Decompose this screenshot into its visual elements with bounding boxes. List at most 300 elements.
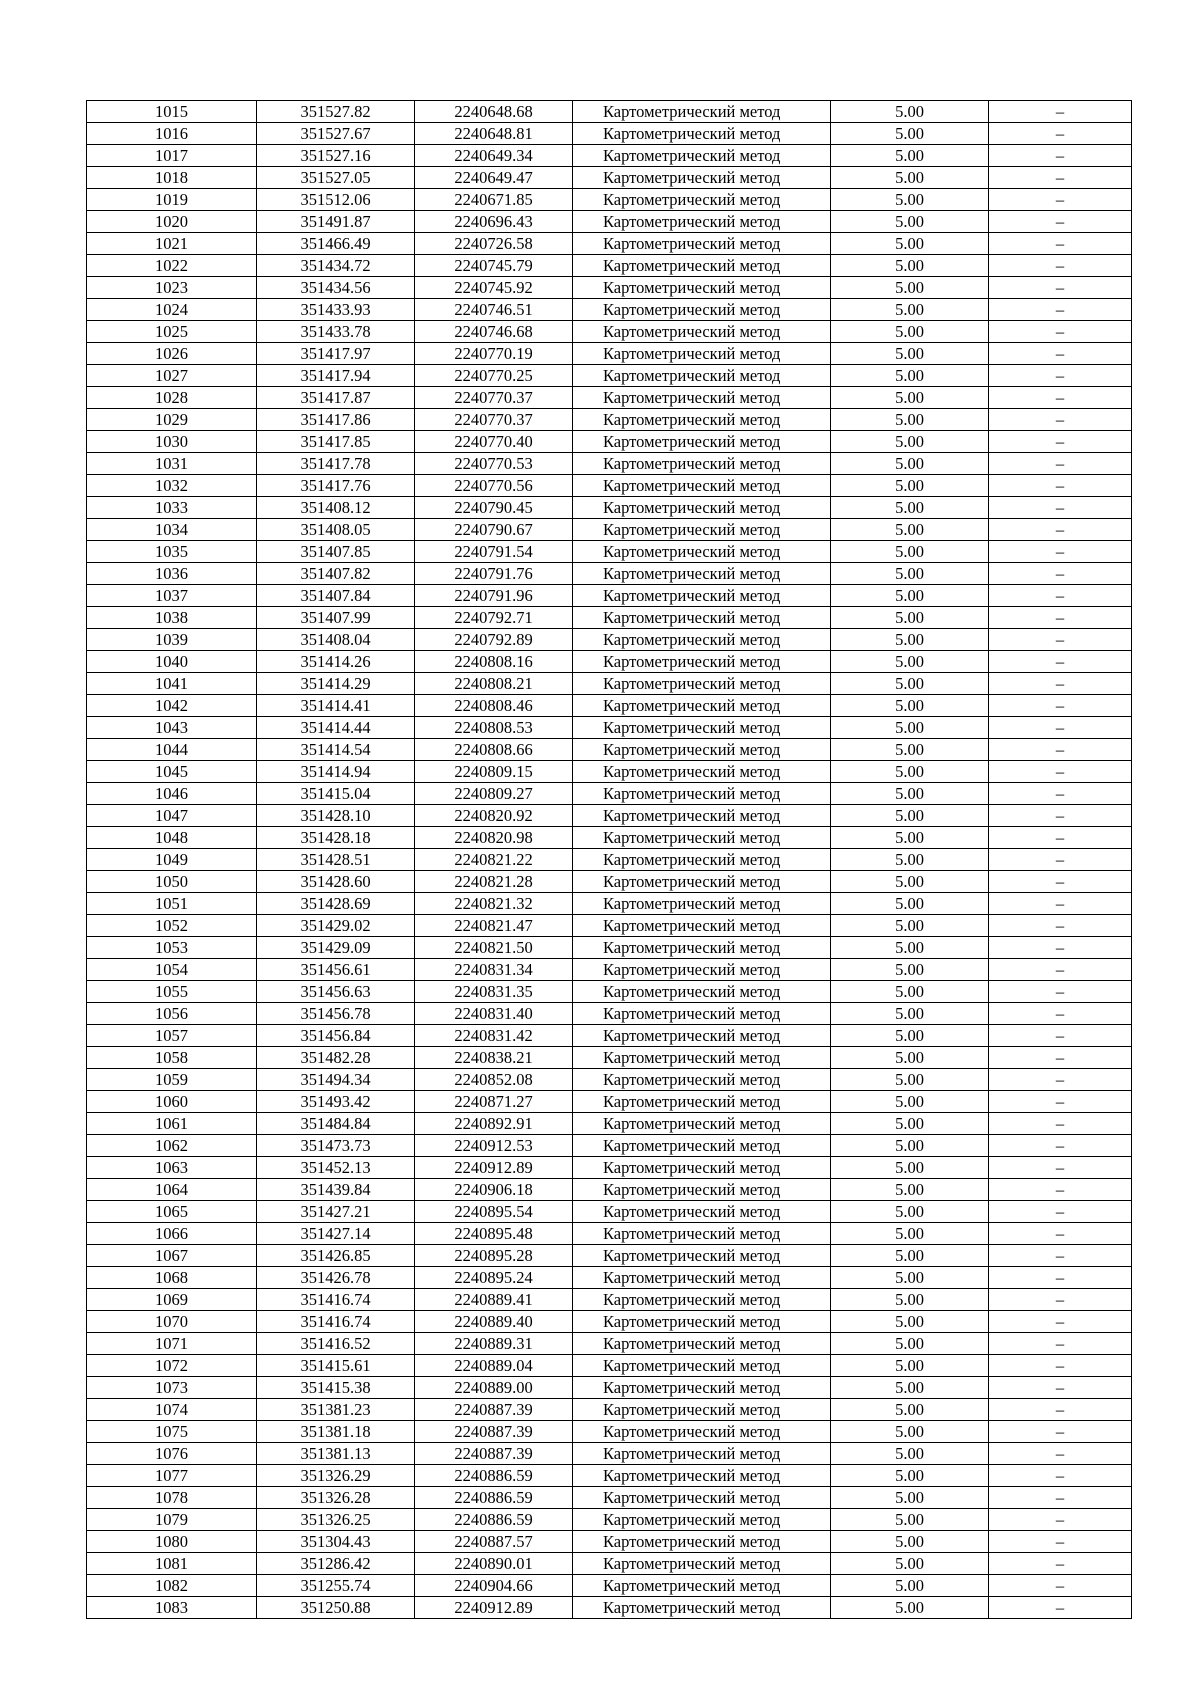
description-cell: – (989, 1113, 1132, 1135)
x-coordinate-cell: 351456.63 (257, 981, 415, 1003)
y-coordinate-cell: 2240889.00 (415, 1377, 573, 1399)
accuracy-cell: 5.00 (831, 189, 989, 211)
accuracy-cell: 5.00 (831, 805, 989, 827)
point-number-cell: 1081 (87, 1553, 257, 1575)
method-cell: Картометрический метод (573, 717, 831, 739)
table-row (87, 585, 1132, 607)
y-coordinate-cell: 2240746.51 (415, 299, 573, 321)
accuracy-cell: 5.00 (831, 1025, 989, 1047)
description-cell: – (989, 387, 1132, 409)
y-coordinate-cell: 2240770.37 (415, 409, 573, 431)
y-coordinate-cell: 2240912.53 (415, 1135, 573, 1157)
table-row (87, 1003, 1132, 1025)
point-number-cell: 1067 (87, 1245, 257, 1267)
accuracy-cell: 5.00 (831, 475, 989, 497)
method-cell: Картометрический метод (573, 1575, 831, 1597)
x-coordinate-cell: 351426.85 (257, 1245, 415, 1267)
y-coordinate-cell: 2240745.92 (415, 277, 573, 299)
x-coordinate-cell: 351414.26 (257, 651, 415, 673)
accuracy-cell: 5.00 (831, 233, 989, 255)
table-row (87, 409, 1132, 431)
table-row (87, 1091, 1132, 1113)
y-coordinate-cell: 2240820.92 (415, 805, 573, 827)
accuracy-cell: 5.00 (831, 1531, 989, 1553)
accuracy-cell: 5.00 (831, 1091, 989, 1113)
y-coordinate-cell: 2240831.35 (415, 981, 573, 1003)
accuracy-cell: 5.00 (831, 1553, 989, 1575)
table-row (87, 431, 1132, 453)
y-coordinate-cell: 2240895.48 (415, 1223, 573, 1245)
accuracy-cell: 5.00 (831, 1443, 989, 1465)
table-row (87, 981, 1132, 1003)
table-row (87, 1157, 1132, 1179)
x-coordinate-cell: 351414.94 (257, 761, 415, 783)
accuracy-cell: 5.00 (831, 959, 989, 981)
point-number-cell: 1022 (87, 255, 257, 277)
accuracy-cell: 5.00 (831, 629, 989, 651)
method-cell: Картометрический метод (573, 1531, 831, 1553)
point-number-cell: 1057 (87, 1025, 257, 1047)
point-number-cell: 1044 (87, 739, 257, 761)
y-coordinate-cell: 2240887.39 (415, 1399, 573, 1421)
accuracy-cell: 5.00 (831, 1355, 989, 1377)
table-row (87, 343, 1132, 365)
description-cell: – (989, 1047, 1132, 1069)
description-cell: – (989, 343, 1132, 365)
table-row (87, 827, 1132, 849)
table-row (87, 123, 1132, 145)
accuracy-cell: 5.00 (831, 1245, 989, 1267)
accuracy-cell: 5.00 (831, 1135, 989, 1157)
accuracy-cell: 5.00 (831, 321, 989, 343)
method-cell: Картометрический метод (573, 629, 831, 651)
description-cell: – (989, 101, 1132, 123)
point-number-cell: 1063 (87, 1157, 257, 1179)
accuracy-cell: 5.00 (831, 453, 989, 475)
table-row (87, 365, 1132, 387)
y-coordinate-cell: 2240770.25 (415, 365, 573, 387)
accuracy-cell: 5.00 (831, 893, 989, 915)
y-coordinate-cell: 2240887.39 (415, 1421, 573, 1443)
point-number-cell: 1064 (87, 1179, 257, 1201)
x-coordinate-cell: 351407.82 (257, 563, 415, 585)
accuracy-cell: 5.00 (831, 1509, 989, 1531)
point-number-cell: 1036 (87, 563, 257, 585)
y-coordinate-cell: 2240892.91 (415, 1113, 573, 1135)
x-coordinate-cell: 351427.21 (257, 1201, 415, 1223)
method-cell: Картометрический метод (573, 695, 831, 717)
table-row (87, 189, 1132, 211)
accuracy-cell: 5.00 (831, 717, 989, 739)
x-coordinate-cell: 351434.72 (257, 255, 415, 277)
x-coordinate-cell: 351408.12 (257, 497, 415, 519)
table-row (87, 1113, 1132, 1135)
method-cell: Картометрический метод (573, 189, 831, 211)
y-coordinate-cell: 2240808.16 (415, 651, 573, 673)
method-cell: Картометрический метод (573, 915, 831, 937)
x-coordinate-cell: 351416.74 (257, 1289, 415, 1311)
y-coordinate-cell: 2240649.47 (415, 167, 573, 189)
x-coordinate-cell: 351428.60 (257, 871, 415, 893)
y-coordinate-cell: 2240808.66 (415, 739, 573, 761)
y-coordinate-cell: 2240792.71 (415, 607, 573, 629)
accuracy-cell: 5.00 (831, 299, 989, 321)
y-coordinate-cell: 2240889.31 (415, 1333, 573, 1355)
point-number-cell: 1042 (87, 695, 257, 717)
point-number-cell: 1031 (87, 453, 257, 475)
table-row (87, 1487, 1132, 1509)
table-row (87, 1223, 1132, 1245)
x-coordinate-cell: 351484.84 (257, 1113, 415, 1135)
point-number-cell: 1080 (87, 1531, 257, 1553)
table-row (87, 101, 1132, 123)
description-cell: – (989, 563, 1132, 585)
table-row (87, 519, 1132, 541)
point-number-cell: 1023 (87, 277, 257, 299)
point-number-cell: 1039 (87, 629, 257, 651)
description-cell: – (989, 585, 1132, 607)
accuracy-cell: 5.00 (831, 1069, 989, 1091)
accuracy-cell: 5.00 (831, 1311, 989, 1333)
point-number-cell: 1046 (87, 783, 257, 805)
accuracy-cell: 5.00 (831, 937, 989, 959)
table-row (87, 629, 1132, 651)
x-coordinate-cell: 351381.18 (257, 1421, 415, 1443)
method-cell: Картометрический метод (573, 1223, 831, 1245)
description-cell: – (989, 123, 1132, 145)
accuracy-cell: 5.00 (831, 871, 989, 893)
description-cell: – (989, 475, 1132, 497)
point-number-cell: 1058 (87, 1047, 257, 1069)
x-coordinate-cell: 351527.16 (257, 145, 415, 167)
description-cell: – (989, 1245, 1132, 1267)
method-cell: Картометрический метод (573, 673, 831, 695)
accuracy-cell: 5.00 (831, 651, 989, 673)
description-cell: – (989, 849, 1132, 871)
table-row (87, 805, 1132, 827)
y-coordinate-cell: 2240912.89 (415, 1597, 573, 1619)
x-coordinate-cell: 351426.78 (257, 1267, 415, 1289)
x-coordinate-cell: 351407.99 (257, 607, 415, 629)
y-coordinate-cell: 2240820.98 (415, 827, 573, 849)
table-row (87, 1179, 1132, 1201)
table-row (87, 1531, 1132, 1553)
table-row (87, 783, 1132, 805)
table-row (87, 1509, 1132, 1531)
description-cell: – (989, 1311, 1132, 1333)
table-row (87, 387, 1132, 409)
y-coordinate-cell: 2240649.34 (415, 145, 573, 167)
accuracy-cell: 5.00 (831, 101, 989, 123)
y-coordinate-cell: 2240770.19 (415, 343, 573, 365)
x-coordinate-cell: 351428.10 (257, 805, 415, 827)
accuracy-cell: 5.00 (831, 1421, 989, 1443)
table-row (87, 607, 1132, 629)
accuracy-cell: 5.00 (831, 1333, 989, 1355)
point-number-cell: 1040 (87, 651, 257, 673)
method-cell: Картометрический метод (573, 1025, 831, 1047)
description-cell: – (989, 1179, 1132, 1201)
description-cell: – (989, 739, 1132, 761)
point-number-cell: 1026 (87, 343, 257, 365)
description-cell: – (989, 695, 1132, 717)
accuracy-cell: 5.00 (831, 827, 989, 849)
accuracy-cell: 5.00 (831, 607, 989, 629)
x-coordinate-cell: 351428.51 (257, 849, 415, 871)
y-coordinate-cell: 2240889.04 (415, 1355, 573, 1377)
description-cell: – (989, 1003, 1132, 1025)
x-coordinate-cell: 351433.78 (257, 321, 415, 343)
accuracy-cell: 5.00 (831, 1047, 989, 1069)
table-row (87, 167, 1132, 189)
y-coordinate-cell: 2240889.40 (415, 1311, 573, 1333)
method-cell: Картометрический метод (573, 1487, 831, 1509)
table-row (87, 541, 1132, 563)
point-number-cell: 1037 (87, 585, 257, 607)
x-coordinate-cell: 351414.41 (257, 695, 415, 717)
x-coordinate-cell: 351381.23 (257, 1399, 415, 1421)
method-cell: Картометрический метод (573, 233, 831, 255)
method-cell: Картометрический метод (573, 1597, 831, 1619)
description-cell: – (989, 211, 1132, 233)
x-coordinate-cell: 351439.84 (257, 1179, 415, 1201)
method-cell: Картометрический метод (573, 1201, 831, 1223)
description-cell: – (989, 233, 1132, 255)
point-number-cell: 1062 (87, 1135, 257, 1157)
method-cell: Картометрический метод (573, 1553, 831, 1575)
point-number-cell: 1060 (87, 1091, 257, 1113)
y-coordinate-cell: 2240808.21 (415, 673, 573, 695)
point-number-cell: 1038 (87, 607, 257, 629)
y-coordinate-cell: 2240886.59 (415, 1487, 573, 1509)
x-coordinate-cell: 351456.78 (257, 1003, 415, 1025)
x-coordinate-cell: 351414.44 (257, 717, 415, 739)
accuracy-cell: 5.00 (831, 849, 989, 871)
y-coordinate-cell: 2240726.58 (415, 233, 573, 255)
method-cell: Картометрический метод (573, 541, 831, 563)
accuracy-cell: 5.00 (831, 167, 989, 189)
description-cell: – (989, 431, 1132, 453)
table-row (87, 475, 1132, 497)
method-cell: Картометрический метод (573, 167, 831, 189)
description-cell: – (989, 1553, 1132, 1575)
table-row (87, 1443, 1132, 1465)
method-cell: Картометрический метод (573, 937, 831, 959)
accuracy-cell: 5.00 (831, 1113, 989, 1135)
table-row (87, 673, 1132, 695)
accuracy-cell: 5.00 (831, 387, 989, 409)
x-coordinate-cell: 351326.28 (257, 1487, 415, 1509)
x-coordinate-cell: 351407.85 (257, 541, 415, 563)
point-number-cell: 1035 (87, 541, 257, 563)
y-coordinate-cell: 2240821.50 (415, 937, 573, 959)
accuracy-cell: 5.00 (831, 343, 989, 365)
point-number-cell: 1047 (87, 805, 257, 827)
table-row (87, 211, 1132, 233)
description-cell: – (989, 717, 1132, 739)
description-cell: – (989, 651, 1132, 673)
point-number-cell: 1078 (87, 1487, 257, 1509)
description-cell: – (989, 981, 1132, 1003)
description-cell: – (989, 893, 1132, 915)
table-row (87, 959, 1132, 981)
point-number-cell: 1016 (87, 123, 257, 145)
method-cell: Картометрический метод (573, 827, 831, 849)
point-number-cell: 1068 (87, 1267, 257, 1289)
method-cell: Картометрический метод (573, 277, 831, 299)
description-cell: – (989, 1355, 1132, 1377)
method-cell: Картометрический метод (573, 1355, 831, 1377)
y-coordinate-cell: 2240808.46 (415, 695, 573, 717)
point-number-cell: 1073 (87, 1377, 257, 1399)
y-coordinate-cell: 2240838.21 (415, 1047, 573, 1069)
x-coordinate-cell: 351415.04 (257, 783, 415, 805)
table-row (87, 255, 1132, 277)
method-cell: Картометрический метод (573, 211, 831, 233)
table-row (87, 1245, 1132, 1267)
point-number-cell: 1056 (87, 1003, 257, 1025)
accuracy-cell: 5.00 (831, 783, 989, 805)
point-number-cell: 1050 (87, 871, 257, 893)
table-row (87, 695, 1132, 717)
y-coordinate-cell: 2240745.79 (415, 255, 573, 277)
point-number-cell: 1019 (87, 189, 257, 211)
method-cell: Картометрический метод (573, 145, 831, 167)
description-cell: – (989, 1575, 1132, 1597)
point-number-cell: 1043 (87, 717, 257, 739)
y-coordinate-cell: 2240886.59 (415, 1509, 573, 1531)
point-number-cell: 1083 (87, 1597, 257, 1619)
point-number-cell: 1018 (87, 167, 257, 189)
accuracy-cell: 5.00 (831, 211, 989, 233)
description-cell: – (989, 827, 1132, 849)
accuracy-cell: 5.00 (831, 695, 989, 717)
table-row (87, 1135, 1132, 1157)
y-coordinate-cell: 2240791.54 (415, 541, 573, 563)
table-row (87, 893, 1132, 915)
table-row (87, 1399, 1132, 1421)
description-cell: – (989, 959, 1132, 981)
method-cell: Картометрический метод (573, 519, 831, 541)
x-coordinate-cell: 351466.49 (257, 233, 415, 255)
description-cell: – (989, 321, 1132, 343)
accuracy-cell: 5.00 (831, 915, 989, 937)
description-cell: – (989, 299, 1132, 321)
method-cell: Картометрический метод (573, 431, 831, 453)
method-cell: Картометрический метод (573, 1069, 831, 1091)
y-coordinate-cell: 2240852.08 (415, 1069, 573, 1091)
table-row (87, 849, 1132, 871)
table-row (87, 1465, 1132, 1487)
table-row (87, 299, 1132, 321)
x-coordinate-cell: 351491.87 (257, 211, 415, 233)
y-coordinate-cell: 2240770.40 (415, 431, 573, 453)
table-row (87, 277, 1132, 299)
table-row (87, 1333, 1132, 1355)
table-row (87, 651, 1132, 673)
description-cell: – (989, 1597, 1132, 1619)
table-row (87, 1289, 1132, 1311)
description-cell: – (989, 1091, 1132, 1113)
method-cell: Картометрический метод (573, 1135, 831, 1157)
point-number-cell: 1028 (87, 387, 257, 409)
x-coordinate-cell: 351417.78 (257, 453, 415, 475)
y-coordinate-cell: 2240906.18 (415, 1179, 573, 1201)
method-cell: Картометрический метод (573, 761, 831, 783)
accuracy-cell: 5.00 (831, 1575, 989, 1597)
x-coordinate-cell: 351434.56 (257, 277, 415, 299)
x-coordinate-cell: 351427.14 (257, 1223, 415, 1245)
x-coordinate-cell: 351493.42 (257, 1091, 415, 1113)
method-cell: Картометрический метод (573, 409, 831, 431)
accuracy-cell: 5.00 (831, 673, 989, 695)
y-coordinate-cell: 2240886.59 (415, 1465, 573, 1487)
point-number-cell: 1054 (87, 959, 257, 981)
point-number-cell: 1027 (87, 365, 257, 387)
method-cell: Картометрический метод (573, 849, 831, 871)
x-coordinate-cell: 351417.76 (257, 475, 415, 497)
description-cell: – (989, 1399, 1132, 1421)
x-coordinate-cell: 351527.05 (257, 167, 415, 189)
y-coordinate-cell: 2240887.39 (415, 1443, 573, 1465)
point-number-cell: 1070 (87, 1311, 257, 1333)
method-cell: Картометрический метод (573, 1047, 831, 1069)
point-number-cell: 1079 (87, 1509, 257, 1531)
method-cell: Картометрический метод (573, 585, 831, 607)
description-cell: – (989, 783, 1132, 805)
description-cell: – (989, 1333, 1132, 1355)
description-cell: – (989, 1377, 1132, 1399)
x-coordinate-cell: 351407.84 (257, 585, 415, 607)
y-coordinate-cell: 2240895.28 (415, 1245, 573, 1267)
method-cell: Картометрический метод (573, 299, 831, 321)
y-coordinate-cell: 2240696.43 (415, 211, 573, 233)
y-coordinate-cell: 2240790.45 (415, 497, 573, 519)
description-cell: – (989, 1531, 1132, 1553)
x-coordinate-cell: 351408.04 (257, 629, 415, 651)
x-coordinate-cell: 351452.13 (257, 1157, 415, 1179)
description-cell: – (989, 805, 1132, 827)
y-coordinate-cell: 2240871.27 (415, 1091, 573, 1113)
y-coordinate-cell: 2240895.54 (415, 1201, 573, 1223)
point-number-cell: 1034 (87, 519, 257, 541)
x-coordinate-cell: 351494.34 (257, 1069, 415, 1091)
description-cell: – (989, 145, 1132, 167)
method-cell: Картометрический метод (573, 1289, 831, 1311)
x-coordinate-cell: 351381.13 (257, 1443, 415, 1465)
table-row (87, 1553, 1132, 1575)
method-cell: Картометрический метод (573, 651, 831, 673)
point-number-cell: 1025 (87, 321, 257, 343)
y-coordinate-cell: 2240790.67 (415, 519, 573, 541)
table-row (87, 1047, 1132, 1069)
table-row (87, 1421, 1132, 1443)
x-coordinate-cell: 351473.73 (257, 1135, 415, 1157)
method-cell: Картометрический метод (573, 981, 831, 1003)
x-coordinate-cell: 351415.61 (257, 1355, 415, 1377)
table-row (87, 1025, 1132, 1047)
x-coordinate-cell: 351255.74 (257, 1575, 415, 1597)
method-cell: Картометрический метод (573, 1091, 831, 1113)
description-cell: – (989, 409, 1132, 431)
accuracy-cell: 5.00 (831, 1399, 989, 1421)
accuracy-cell: 5.00 (831, 255, 989, 277)
accuracy-cell: 5.00 (831, 519, 989, 541)
point-number-cell: 1017 (87, 145, 257, 167)
method-cell: Картометрический метод (573, 497, 831, 519)
description-cell: – (989, 1509, 1132, 1531)
point-number-cell: 1059 (87, 1069, 257, 1091)
